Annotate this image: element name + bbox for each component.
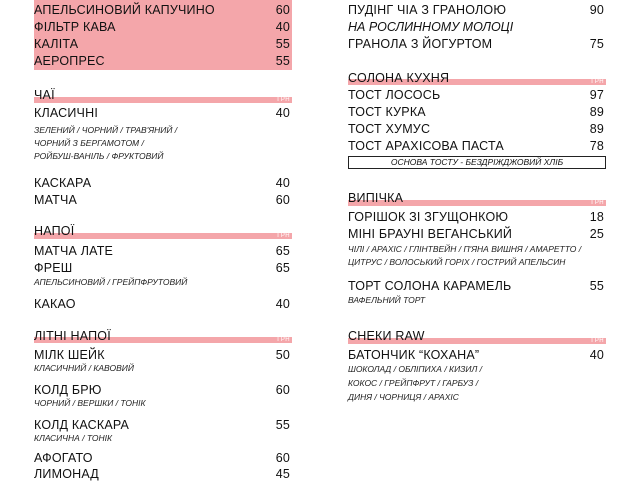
- item-price: 45: [275, 467, 290, 481]
- menu-item: [34, 2, 292, 19]
- menu-item: [34, 36, 292, 53]
- menu-item: [34, 466, 292, 483]
- item-note: ЧОРНИЙ З БЕРГАМОТОМ /: [34, 138, 144, 148]
- section-title-drinks: НАПОЇ: [34, 224, 75, 238]
- currency-label: ГРН: [591, 200, 604, 206]
- section-title-summer-drinks: ЛІТНІ НАПОЇ: [34, 329, 111, 343]
- item-name: МІЛК ШЕЙК: [34, 348, 105, 362]
- item-name: БАТОНЧИК “КОХАНА”: [348, 348, 480, 362]
- item-name: ГРАНОЛА З ЙОГУРТОМ: [348, 37, 493, 51]
- item-name: АЕРОПРЕС: [34, 54, 105, 68]
- currency-label: ГРН: [277, 97, 290, 103]
- menu-item: [34, 243, 292, 260]
- currency-label: ГРН: [591, 338, 604, 344]
- item-price: 18: [589, 210, 604, 224]
- menu-item: [34, 175, 292, 192]
- menu-item: [34, 53, 292, 70]
- item-name: КОЛД БРЮ: [34, 383, 102, 397]
- menu-item: [348, 278, 606, 295]
- item-note: ЧОРНИЙ / ВЕРШКИ / ТОНІК: [34, 398, 146, 408]
- item-price: 40: [275, 297, 290, 311]
- item-note: АПЕЛЬСИНОВИЙ / ГРЕЙПФРУТОВИЙ: [34, 277, 188, 287]
- item-note: КЛАСИЧНА / ТОНІК: [34, 433, 112, 443]
- menu-item: [348, 226, 606, 243]
- item-note: ШОКОЛАД / ОБЛІПИХА / КИЗИЛ /: [348, 364, 482, 374]
- item-price: 55: [275, 418, 290, 432]
- item-name: КАКАО: [34, 297, 76, 311]
- menu-item: [348, 104, 606, 121]
- item-name: ЛИМОНАД: [34, 467, 99, 481]
- item-name: ТОСТ АРАХІСОВА ПАСТА: [348, 139, 504, 153]
- item-name: ТОРТ СОЛОНА КАРАМЕЛЬ: [348, 279, 512, 293]
- menu-item: [348, 347, 606, 364]
- item-name: МАТЧА: [34, 193, 78, 207]
- item-name: АПЕЛЬСИНОВИЙ КАПУЧИНО: [34, 3, 215, 17]
- menu-item: [348, 2, 606, 19]
- menu-item: [348, 209, 606, 226]
- item-price: 60: [275, 451, 290, 465]
- item-name: КЛАСИЧНІ: [34, 106, 98, 120]
- item-name: МАТЧА ЛАТЕ: [34, 244, 114, 258]
- item-note: КОКОС / ГРЕЙПФРУТ / ГАРБУЗ /: [348, 378, 479, 388]
- item-price: 90: [589, 3, 604, 17]
- item-name: ФРЕШ: [34, 261, 73, 275]
- section-title-teas: ЧАЇ: [34, 88, 55, 102]
- section-title-salty-kitchen: СОЛОНА КУХНЯ: [348, 71, 450, 85]
- menu-item: [34, 19, 292, 36]
- item-price: 89: [589, 105, 604, 119]
- item-price: 78: [589, 139, 604, 153]
- menu-item: [34, 105, 292, 122]
- item-note: РОЙБУШ-ВАНІЛЬ / ФРУКТОВИЙ: [34, 151, 164, 161]
- item-name: МІНІ БРАУНІ ВЕГАНСЬКИЙ: [348, 227, 513, 241]
- item-price: 25: [589, 227, 604, 241]
- item-price: 60: [275, 193, 290, 207]
- currency-label: ГРН: [277, 337, 290, 343]
- currency-label: ГРН: [277, 233, 290, 239]
- item-name: КОЛД КАСКАРА: [34, 418, 130, 432]
- item-note: ЗЕЛЕНИЙ / ЧОРНИЙ / ТРАВ'ЯНИЙ /: [34, 125, 178, 135]
- item-name: ГОРІШОК ЗІ ЗГУЩОНКОЮ: [348, 210, 509, 224]
- item-price: 55: [589, 279, 604, 293]
- item-price: 50: [275, 348, 290, 362]
- item-price: 89: [589, 122, 604, 136]
- section-bar-teas: [34, 97, 292, 103]
- item-price: 60: [275, 3, 290, 17]
- item-price: 40: [275, 20, 290, 34]
- item-price: 65: [275, 244, 290, 258]
- menu-item: [348, 87, 606, 104]
- item-name: ФІЛЬТР КАВА: [34, 20, 116, 34]
- item-note: КЛАСИЧНИЙ / КАВОВИЙ: [34, 363, 134, 373]
- item-price: 97: [589, 88, 604, 102]
- item-price: 40: [589, 348, 604, 362]
- menu-item: [348, 138, 606, 155]
- item-name: ТОСТ ЛОСОСЬ: [348, 88, 441, 102]
- item-note: ЦИТРУС / ВОЛОСЬКИЙ ГОРІХ / ГОСТРИЙ АПЕЛЬСИН: [348, 257, 566, 267]
- currency-label: ГРН: [591, 79, 604, 85]
- item-note: ВАФЕЛЬНИЙ ТОРТ: [348, 295, 426, 305]
- item-name: КАЛІТА: [34, 37, 79, 51]
- item-note: ДИНЯ / ЧОРНИЦЯ / АРАХІС: [348, 392, 459, 402]
- menu-item: [348, 36, 606, 53]
- menu-item: [34, 192, 292, 209]
- item-price: 55: [275, 37, 290, 51]
- item-price: 40: [275, 106, 290, 120]
- menu-item: [34, 260, 292, 277]
- item-note: ЧІЛІ / АРАХІС / ГЛІНТВЕЙН / П'ЯНА ВИШНЯ / АМАРЕТТО /: [348, 244, 582, 254]
- item-price: 60: [275, 383, 290, 397]
- item-price: 75: [589, 37, 604, 51]
- item-name: ТОСТ ХУМУС: [348, 122, 431, 136]
- menu-item: [348, 121, 606, 138]
- item-price: 65: [275, 261, 290, 275]
- menu-item: [34, 450, 292, 467]
- item-note: НА РОСЛИННОМУ МОЛОЦІ: [348, 20, 514, 34]
- item-name: АФОГАТО: [34, 451, 93, 465]
- section-title-raw-snacks: СНЕКИ RAW: [348, 329, 425, 343]
- item-name: ТОСТ КУРКА: [348, 105, 426, 119]
- menu-item: [34, 296, 292, 313]
- item-price: 55: [275, 54, 290, 68]
- item-price: 40: [275, 176, 290, 190]
- section-title-bakery: ВИПІЧКА: [348, 191, 404, 205]
- toast-base-note: ОСНОВА ТОСТУ - БЕЗДРІЖДЖОВИЙ ХЛІБ: [348, 156, 606, 169]
- item-name: КАСКАРА: [34, 176, 92, 190]
- item-name: ПУДІНГ ЧІА З ГРАНОЛОЮ: [348, 3, 507, 17]
